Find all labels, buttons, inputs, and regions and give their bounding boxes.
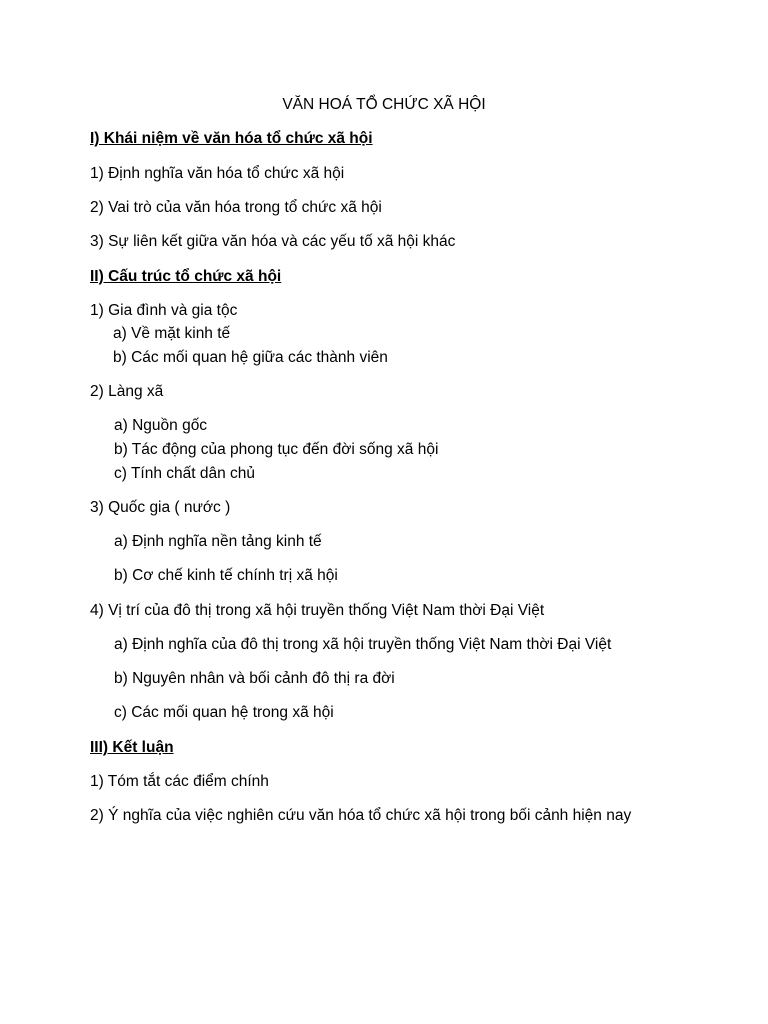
- sub-item: c) Các mối quan hệ trong xã hội: [114, 704, 334, 721]
- section-heading-2: II) Cấu trúc tổ chức xã hội: [90, 268, 282, 285]
- section-heading-1: I) Khái niệm về văn hóa tổ chức xã hội: [90, 130, 373, 147]
- group-label: 1) Gia đình và gia tộc: [90, 302, 238, 319]
- sub-item: b) Các mối quan hệ giữa các thành viên: [113, 349, 388, 366]
- sub-item: a) Về mặt kinh tế: [113, 325, 231, 342]
- list-item: 1) Định nghĩa văn hóa tổ chức xã hội: [90, 165, 345, 182]
- sub-item: a) Định nghĩa nền tảng kinh tế: [114, 533, 322, 550]
- list-item: 2) Ý nghĩa của việc nghiên cứu văn hóa tổ chức xã hội trong bối cảnh hiện nay: [90, 807, 632, 824]
- sub-item: b) Tác động của phong tục đến đời sống xã hội: [114, 441, 439, 458]
- group-label: 2) Làng xã: [90, 383, 164, 400]
- sub-item: b) Cơ chế kinh tế chính trị xã hội: [114, 567, 338, 584]
- list-item: 1) Tóm tắt các điểm chính: [90, 773, 269, 790]
- group-label: 4) Vị trí của đô thị trong xã hội truyền thống Việt Nam thời Đại Việt: [90, 602, 545, 619]
- sub-item: b) Nguyên nhân và bối cảnh đô thị ra đời: [114, 670, 395, 687]
- group-label: 3) Quốc gia ( nước ): [90, 499, 231, 516]
- document-title: VĂN HOÁ TỔ CHỨC XÃ HỘI: [282, 96, 486, 113]
- sub-item: a) Định nghĩa của đô thị trong xã hội truyền thống Việt Nam thời Đại Việt: [114, 636, 612, 653]
- list-item: 2) Vai trò của văn hóa trong tổ chức xã hội: [90, 199, 382, 216]
- section-heading-3: III) Kết luận: [90, 739, 174, 756]
- sub-item: a) Nguồn gốc: [114, 417, 208, 434]
- sub-item: c) Tính chất dân chủ: [114, 465, 256, 482]
- list-item: 3) Sự liên kết giữa văn hóa và các yếu tố xã hội khác: [90, 233, 456, 250]
